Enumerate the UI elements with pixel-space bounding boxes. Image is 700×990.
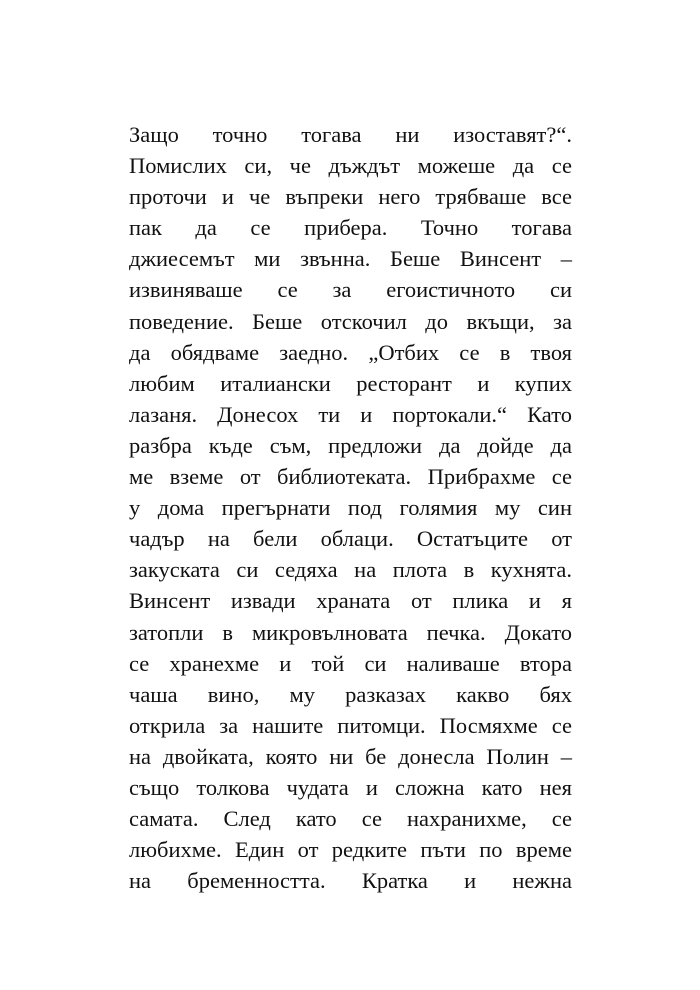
text-line: пак да се прибера. Точно тогава [129, 215, 572, 241]
text-line: разбра къде съм, предложи да дойде да [129, 432, 572, 458]
text-line: открила за нашите питомци. Посмяхме се [129, 712, 572, 738]
body-text [129, 119, 572, 896]
text-line: Защо точно тогава ни изоставят?“. [129, 122, 572, 147]
text-line: поведение. Беше отскочил до вкъщи, за [129, 308, 572, 334]
text-line: самата. След като се нахранихме, се [129, 806, 572, 832]
text-line: чадър на бели облаци. Остатъците от [129, 526, 572, 552]
text-line: Винсент извади храната от плика и я [129, 588, 572, 614]
text-line: се хранехме и той си наливаше втора [129, 650, 572, 676]
text-line: също толкова чудата и сложна като нея [129, 774, 572, 800]
text-line: затопли в микровълновата печка. Докато [129, 619, 572, 645]
text-line: лазаня. Донесох ти и портокали.“ Като [129, 401, 572, 427]
text-line: джиесемът ми звънна. Беше Винсент – [129, 246, 572, 272]
text-line: на двойката, която ни бе донесла Полин – [129, 743, 572, 769]
text-line: ме вземе от библиотеката. Прибрахме се [129, 464, 572, 490]
text-line: Помислих си, че дъждът можеше да се [129, 153, 572, 179]
text-line: проточи и че въпреки него трябваше все [129, 184, 572, 210]
text-line: любим италиански ресторант и купих [129, 370, 572, 396]
text-line: закуската си седяха на плота в кухнята. [129, 557, 572, 583]
text-line: извиняваше се за егоистичното си [129, 277, 572, 303]
text-line: у дома прегърнати под голямия му син [129, 495, 572, 521]
text-line: чаша вино, му разказах какво бях [129, 681, 572, 707]
text-line: на бременността. Кратка и нежна [129, 868, 572, 894]
text-line: любихме. Един от редките пъти по време [129, 837, 572, 863]
text-line: да обядваме заедно. „Отбих се в твоя [129, 339, 572, 365]
